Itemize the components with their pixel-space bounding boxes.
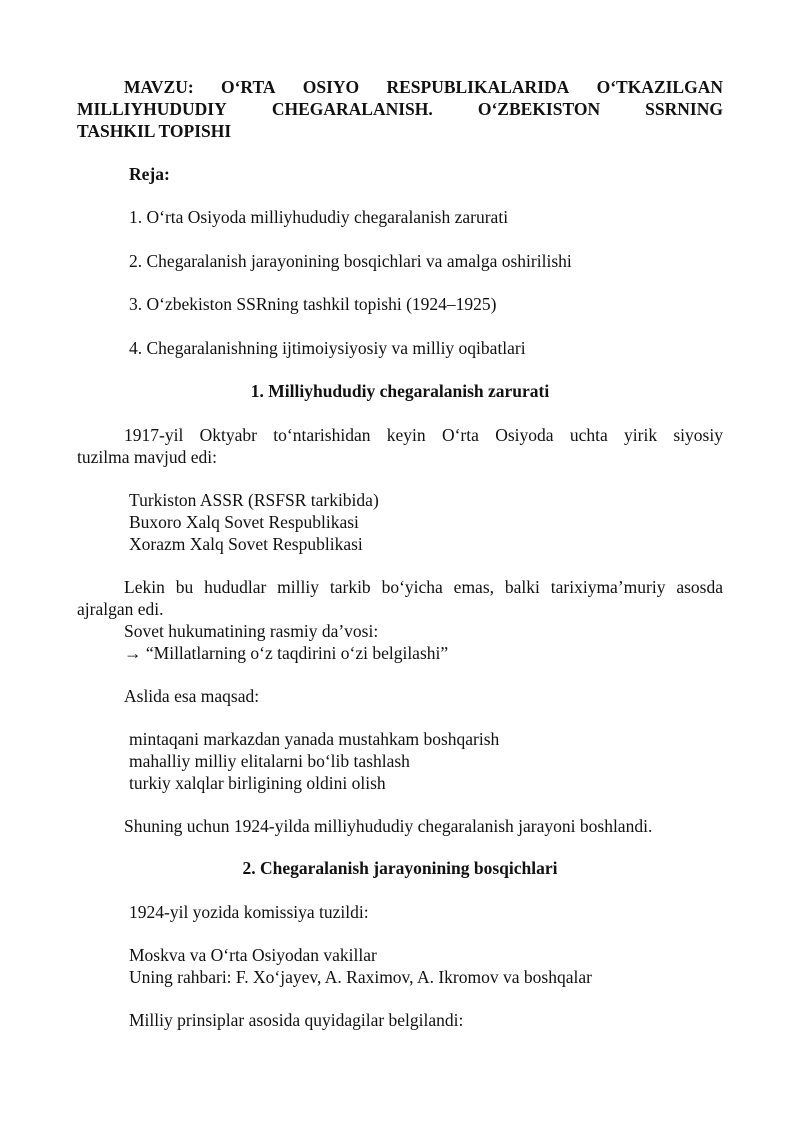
division-line-2: ajralgan edi.	[77, 599, 164, 619]
plan-item-3: 3. O‘zbekiston SSRning tashkil topishi (1924–1925)	[129, 294, 497, 314]
word: hududlar	[204, 577, 267, 597]
division-line-1	[124, 576, 723, 598]
member-item-2: Uning rahbari: F. Xo‘jayev, A. Raximov, A. Ikromov va boshqalar	[129, 967, 592, 987]
word: yirik	[624, 425, 658, 445]
word: asosda	[676, 577, 723, 597]
word: tarixiyma’muriy	[550, 577, 666, 597]
member-item-1: Moskva va O‘rta Osiyodan vakillar	[129, 945, 377, 965]
word: MILLIYHUDUDIY	[77, 99, 227, 119]
word: O‘TKAZILGAN	[596, 77, 723, 97]
section-1-conclusion: Shuning uchun 1924-yilda milliyhududiy chegaralanish jarayoni boshlandi.	[124, 816, 653, 836]
word: Lekin	[124, 577, 165, 597]
word: O‘rta	[441, 425, 479, 445]
plan-item-1: 1. O‘rta Osiyoda milliyhududiy chegaralanish zarurati	[129, 207, 509, 227]
goal-item-3: turkiy xalqlar birligining oldini olish	[129, 773, 386, 793]
section-1-intro-line-2: tuzilma mavjud edi:	[77, 447, 217, 467]
goal-item-2: mahalliy milliy elitalarni bo‘lib tashlash	[129, 751, 410, 771]
word: tarkib	[329, 577, 371, 597]
entity-item-2: Buxoro Xalq Sovet Respublikasi	[129, 512, 359, 532]
entity-item-1: Turkiston ASSR (RSFSR tarkibida)	[129, 490, 379, 510]
entity-item-3: Xorazm Xalq Sovet Respublikasi	[129, 534, 363, 554]
real-goal: Aslida esa maqsad:	[124, 686, 260, 706]
title-line-3: TASHKIL TOPISHI	[77, 121, 232, 141]
section-2-heading: 2. Chegaralanish jarayonining bosqichlari	[242, 858, 558, 878]
word: RESPUBLIKALARIDA	[386, 77, 570, 97]
word: SSRNING	[645, 99, 723, 119]
word: MAVZU:	[124, 77, 194, 97]
word: OSIYO	[302, 77, 360, 97]
word: siyosiy	[673, 425, 723, 445]
word: balki	[504, 577, 540, 597]
word: 1917-yil	[124, 425, 184, 445]
word: to‘ntarishidan	[273, 425, 371, 445]
plan-item-4: 4. Chegaralanishning ijtimoiysiyosiy va milliy oqibatlari	[129, 338, 526, 358]
word: CHEGARALANISH.	[271, 99, 433, 119]
word: emas,	[453, 577, 495, 597]
title-line-1	[124, 76, 723, 98]
word: bo‘yicha	[381, 577, 443, 597]
word: O‘ZBEKISTON	[477, 99, 601, 119]
word: milliy	[277, 577, 319, 597]
word: Oktyabr	[199, 425, 257, 445]
word: bu	[175, 577, 194, 597]
plan-item-2: 2. Chegaralanish jarayonining bosqichlari va amalga oshirilishi	[129, 251, 572, 271]
official-claim: Sovet hukumatining rasmiy da’vosi:	[124, 621, 379, 641]
word: Osiyoda	[495, 425, 554, 445]
title-line-2	[77, 98, 723, 120]
word: uchta	[569, 425, 608, 445]
section-1-intro-line-1	[124, 424, 723, 446]
commission-text: 1924-yil yozida komissiya tuzildi:	[129, 902, 369, 922]
goal-item-1: mintaqani markazdan yanada mustahkam boshqarish	[129, 729, 500, 749]
plan-heading: Reja:	[129, 164, 170, 184]
section-1-heading: 1. Milliyhududiy chegaralanish zarurati	[250, 381, 550, 401]
word: keyin	[386, 425, 426, 445]
principles-text: Milliy prinsiplar asosida quyidagilar belgilandi:	[129, 1010, 464, 1030]
slogan: → “Millatlarning o‘z taqdirini o‘zi belgilashi”	[124, 643, 449, 663]
word: O‘RTA	[220, 77, 276, 97]
